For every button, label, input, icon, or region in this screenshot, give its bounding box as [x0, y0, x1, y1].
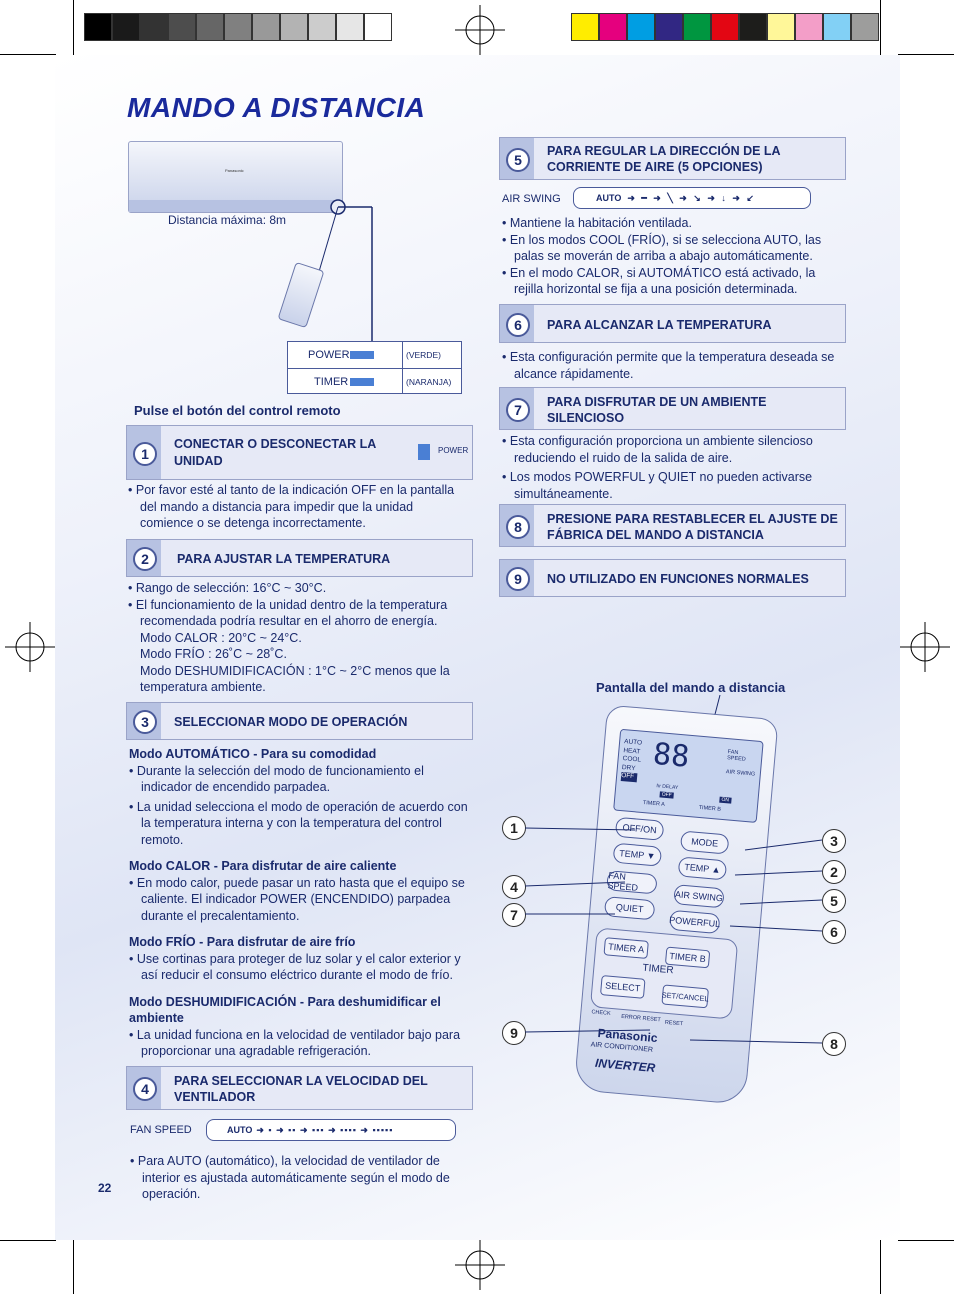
crop-mark [73, 0, 74, 55]
registration-mark-icon [455, 1240, 505, 1290]
power-led-icon [350, 351, 374, 359]
lcd-air-swing: AIR SWING [725, 769, 756, 778]
section-5-header [499, 137, 846, 180]
timer-a-button[interactable]: TIMER A [603, 937, 648, 959]
color-swatch-bar [571, 13, 879, 41]
section-4-text [130, 1153, 460, 1203]
color-swatch [571, 13, 599, 41]
crop-mark [73, 1240, 74, 1294]
color-swatch [711, 13, 739, 41]
reset-button[interactable]: RESET [664, 1019, 684, 1028]
unit-brand: Panasonic [225, 168, 244, 173]
callout-2: 2 [822, 860, 846, 884]
auto-mode-bullet: • Durante la selección del modo de funcionamiento el indicador de encendido parpadea. [129, 763, 424, 794]
section-1-number: 1 [133, 442, 157, 466]
gray-swatch [336, 13, 364, 41]
timer-led-icon [350, 378, 374, 386]
lcd-timer-a: TIMER A [642, 799, 666, 808]
callout-9: 9 [502, 1021, 526, 1045]
section-5-bullet: • En el modo CALOR, si AUTOMÁTICO está activado, la rejilla horizontal se fija a una posición determinada. [502, 265, 816, 296]
gray-swatch [224, 13, 252, 41]
callout-5: 5 [822, 889, 846, 913]
inverter-logo: INVERTER [594, 1055, 656, 1076]
color-swatch [823, 13, 851, 41]
section-3-title: SELECCIONAR MODO DE OPERACIÓN [174, 715, 408, 729]
section-8-number: 8 [506, 515, 530, 539]
air-swing-label: AIR SWING [502, 193, 561, 205]
fan-speed-label: FAN SPEED [130, 1124, 192, 1136]
timer-indicator-label: TIMER [314, 376, 349, 388]
gray-swatch [168, 13, 196, 41]
section-5-bullet: • En los modos COOL (FRÍO), si se selecciona AUTO, las palas se moverán de arriba a abajo automáticamente. [502, 232, 822, 263]
swing-positions-icon: ➜ ━ ➜ ╲ ➜ ↘ ➜ ↓ ➜ ↙ [627, 192, 756, 203]
power-icon-label: POWER [438, 446, 469, 455]
section-1-title: CONECTAR O DESCONECTAR LA UNIDAD [174, 437, 376, 468]
gray-swatch [140, 13, 168, 41]
lcd-fan-speed: FAN SPEED [726, 749, 746, 763]
cool-mode-bullet: • Use cortinas para proteger de luz solar y el calor exterior y así reducir el consumo eléctrico durante el modo de frío. [129, 951, 461, 982]
remote-heading: Pulse el botón del control remoto [134, 403, 341, 418]
heat-mode-heading: Modo CALOR - Para disfrutar de aire caliente [129, 859, 397, 873]
section-5-title: PARA REGULAR LA DIRECCIÓN DE LA CORRIENTE DE AIRE (5 OPCIONES) [547, 144, 781, 174]
section-9-number: 9 [506, 567, 530, 591]
set-cancel-button[interactable]: SET/CANCEL [661, 984, 709, 1008]
page-number: 22 [98, 1181, 112, 1195]
temp-down-button[interactable]: TEMP ▼ [613, 843, 663, 867]
gray-swatch [252, 13, 280, 41]
temp-up-button[interactable]: TEMP ▲ [678, 856, 728, 880]
crop-mark [898, 54, 954, 55]
section-2-text [128, 580, 468, 696]
distance-label: Distancia máxima: 8m [168, 213, 287, 227]
auto-mode-heading: Modo AUTOMÁTICO - Para su comodidad [129, 747, 377, 761]
section-8-title: PRESIONE PARA RESTABLECER EL AJUSTE DE FÁBRICA DEL MANDO A DISTANCIA [547, 512, 838, 542]
callout-1: 1 [502, 816, 526, 840]
remote-brand: Panasonic [597, 1025, 659, 1046]
gray-swatch [196, 13, 224, 41]
color-swatch [851, 13, 879, 41]
callout-6: 6 [822, 920, 846, 944]
callout-lines [525, 820, 825, 1050]
color-swatch [655, 13, 683, 41]
color-swatch [767, 13, 795, 41]
lcd-digits: 88 [651, 736, 691, 775]
quiet-button[interactable]: QUIET [604, 896, 656, 920]
section-4-title: PARA SELECCIONAR LA VELOCIDAD DEL VENTILADOR [174, 1074, 428, 1104]
fan-levels-icon: ➜ ▪ ➜ ▪▪ ➜ ▪▪▪ ➜ ▪▪▪▪ ➜ ▪▪▪▪▪ [256, 1124, 394, 1135]
lcd-on: ON [721, 796, 730, 804]
fan-auto-tag: AUTO [227, 1125, 253, 1135]
cool-mode-heading: Modo FRÍO - Para disfrutar de aire frío [129, 935, 356, 949]
timer-label: TIMER [642, 962, 674, 977]
section-2-header [126, 539, 473, 577]
color-swatch [683, 13, 711, 41]
page-title: MANDO A DISTANCIA [127, 92, 426, 123]
callout-4: 4 [502, 875, 526, 899]
section-1-text [128, 482, 468, 532]
section-8-header [499, 504, 846, 547]
section-4-bullet: • Para AUTO (automático), la velocidad de ventilador de interior es ajustada automáticamente según el modo de operación. [130, 1154, 450, 1201]
section-7-header [499, 387, 846, 430]
section-1-header [126, 425, 473, 480]
section-7-title: PARA DISFRUTAR DE UN AMBIENTE SILENCIOSO [547, 395, 767, 425]
section-5-text [502, 215, 842, 298]
fan-speed-bar [206, 1119, 456, 1141]
color-swatch [627, 13, 655, 41]
section-9-header [499, 559, 846, 597]
timer-color-label: (NARANJA) [406, 377, 452, 387]
color-swatch [739, 13, 767, 41]
section-1-bullet: • Por favor esté al tanto de la indicación OFF en la pantalla del mando a distancia para impedir que la unidad comience o se detenga incorrectamente. [128, 483, 455, 530]
crop-mark [0, 54, 56, 55]
off-on-button[interactable]: OFF/ON [615, 817, 665, 841]
callout-7: 7 [502, 903, 526, 927]
section-6-number: 6 [506, 313, 530, 337]
remote-subtitle: AIR CONDITIONER [590, 1041, 654, 1054]
gray-swatch [308, 13, 336, 41]
section-5-bullet: • Mantiene la habitación ventilada. [502, 216, 692, 230]
section-7-bullet: • Esta configuración proporciona un ambiente silencioso reduciendo el ruido de la salida de aire. [502, 434, 813, 465]
gray-swatch [84, 13, 112, 41]
check-button[interactable]: CHECK [591, 1009, 611, 1017]
registration-mark-icon [5, 622, 55, 672]
section-9-title: NO UTILIZADO EN FUNCIONES NORMALES [547, 572, 809, 586]
heat-mode-bullet: • En modo calor, puede pasar un rato hasta que el equipo se caliente. El indicador POWER (ENCENDIDO) parpadea durante el precalentamiento. [129, 875, 465, 923]
mode-button[interactable]: MODE [680, 830, 730, 854]
section-2-title: PARA AJUSTAR LA TEMPERATURA [177, 552, 391, 566]
fan-speed-button[interactable]: FAN SPEED [606, 870, 658, 894]
power-color-label: (VERDE) [406, 350, 441, 360]
section-4-number: 4 [133, 1077, 157, 1101]
dry-mode-heading: Modo DESHUMIDIFICACIÓN - Para deshumidificar el ambiente [129, 994, 441, 1025]
air-swing-bar [573, 187, 811, 209]
timer-b-button[interactable]: TIMER B [665, 947, 710, 969]
lcd-modes: AUTO HEAT COOL DRY OFF [620, 738, 643, 781]
auto-mode-bullet: • La unidad selecciona el modo de operación de acuerdo con la temperatura interna y con la temperatura del control remoto. [129, 799, 468, 847]
section-3-text [129, 746, 471, 1060]
color-swatch [795, 13, 823, 41]
crop-mark [0, 1240, 56, 1241]
lcd-off: OFF [661, 791, 672, 799]
air-swing-button[interactable]: AIR SWING [673, 884, 725, 908]
section-3-number: 3 [133, 710, 157, 734]
section-7-text [502, 433, 842, 502]
select-button[interactable]: SELECT [600, 975, 646, 999]
remote-display-label: Pantalla del mando a distancia [596, 680, 786, 695]
section-6-header [499, 304, 846, 343]
callout-3: 3 [822, 829, 846, 853]
section-6-title: PARA ALCANZAR LA TEMPERATURA [547, 318, 772, 332]
indicator-table [287, 341, 462, 394]
callout-8: 8 [822, 1032, 846, 1056]
color-swatch [599, 13, 627, 41]
dry-mode-bullet: • La unidad funciona en la velocidad de ventilador bajo para proporcionar una agradable refrigeración. [129, 1027, 461, 1058]
crop-mark [898, 1240, 954, 1241]
registration-mark-icon [455, 5, 505, 55]
section-2-bullet: • El funcionamiento de la unidad dentro de la temperatura recomendada podría resultar en el ahorro de energía. [128, 597, 448, 628]
section-6-text [502, 349, 842, 382]
swing-auto-tag: AUTO [596, 193, 622, 203]
powerful-button[interactable]: POWERFUL [669, 910, 721, 934]
registration-mark-icon [900, 622, 950, 672]
section-2-line: Modo DESHUMIDIFICACIÓN : 1°C ~ 2°C menos que la temperatura ambiente. [140, 663, 450, 694]
section-2-number: 2 [133, 547, 157, 571]
section-2-bullet: • Rango de selección: 16°C ~ 30°C. [128, 581, 327, 595]
section-2-line: Modo FRÍO : 26˚C ~ 28˚C. [140, 647, 287, 661]
section-7-bullet: • Los modos POWERFUL y QUIET no pueden activarse simultáneamente. [502, 470, 813, 501]
error-reset-button[interactable]: ERROR RESET [620, 1013, 661, 1024]
crop-mark [880, 0, 881, 55]
section-4-header [126, 1066, 473, 1110]
section-5-number: 5 [506, 148, 530, 172]
section-2-line: Modo CALOR : 20°C ~ 24°C. [140, 630, 302, 645]
gray-swatch [112, 13, 140, 41]
gray-swatch [364, 13, 392, 41]
unit-connector-lines [128, 141, 478, 366]
gray-swatch [280, 13, 308, 41]
lcd-timer-b: TIMER B [698, 804, 722, 813]
section-6-bullet: • Esta configuración permite que la temperatura deseada se alcance rápidamente. [502, 350, 835, 381]
power-button-icon [418, 444, 430, 460]
section-3-header [126, 702, 473, 740]
gray-swatch-bar [84, 13, 392, 41]
section-7-number: 7 [506, 398, 530, 422]
lcd-delay: hr DELAY [656, 783, 679, 791]
power-indicator-label: POWER [308, 349, 350, 361]
crop-mark [880, 1240, 881, 1294]
remote-lcd [613, 729, 764, 823]
